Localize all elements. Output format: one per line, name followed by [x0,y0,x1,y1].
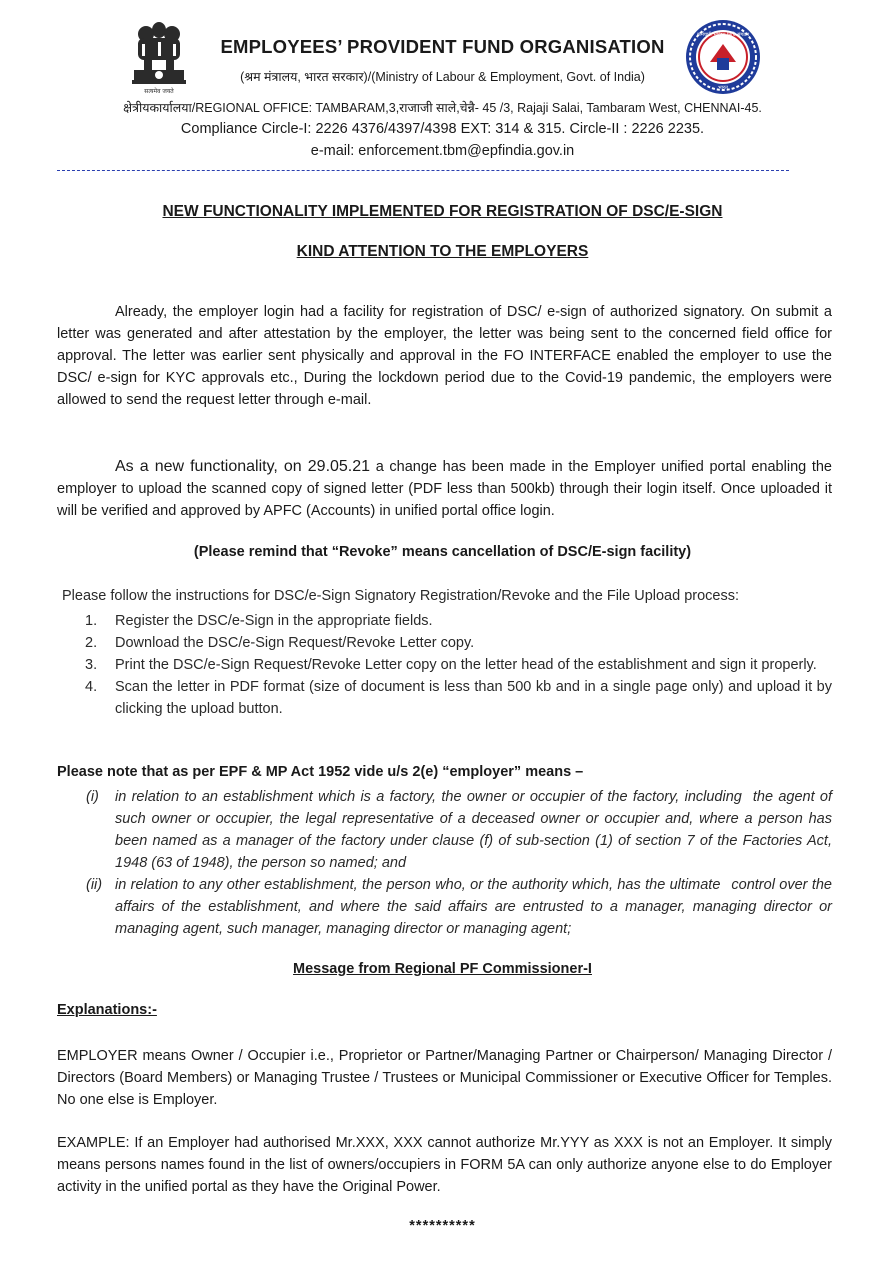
compliance-phones: Compliance Circle-I: 2226 4376/4397/4398 EXT: 314 & 315. Circle-II : 2226 2235. [180,121,705,137]
list-item-number: 1. [85,613,98,629]
definition-clauses [57,786,832,940]
emblem-caption: सत्यमेव जयते [144,88,174,95]
end-mark: ********** [409,1218,476,1234]
contact-email: e-mail: enforcement.tbm@epfindia.gov.in [310,143,575,159]
revoke-reminder: (Please remind that “Revoke” means cancellation of DSC/E-sign facility) [193,544,692,560]
paragraph-employer-meaning: EMPLOYER means Owner / Occupier i.e., Proprietor or Partner/Managing Partner or Chairperson/ Managing Director / Directors (Board Members) or Managing Trustee / Trustees or Municipal Commissioner or Executive Officer for Temples. No one else is Employer. [57,1048,832,1108]
list-item [57,654,832,676]
list-item-text: Scan the letter in PDF format (size of document is less than 500 kb and in a single page only) and upload it by clicking the upload button. [115,679,832,717]
epfo-logo-bottom-text: भारत [718,85,728,91]
clause-rest: control over the affairs of the establishment, and where the said affairs are entrusted to a manager, managing director or managing agent, such manager, managing director or managing agent; [115,877,832,937]
message-heading: Message from Regional PF Commissioner-I [293,961,592,977]
list-item-text: Print the DSC/e-Sign Request/Revoke Letter copy on the letter head of the establishment and sign it properly. [115,657,817,673]
org-subtitle: (श्रम मंत्रालय, भारत सरकार)/(Ministry of Labour & Employment, Govt. of India) [240,70,645,84]
clause-number: (i) [86,789,99,805]
instructions-list [57,610,832,720]
list-item-number: 3. [85,657,98,673]
epfo-logo-text: कर्मचारी भविष्य निधि संगठन [697,32,749,38]
list-item-text: Register the DSC/e-Sign in the appropriate fields. [115,613,433,629]
list-item [57,632,832,654]
list-item [57,610,832,632]
instructions-intro: Please follow the instructions for DSC/e-Sign Signatory Registration/Revoke and the File Upload process: [62,588,740,604]
paragraph-background-text: Already, the employer login had a facility for registration of DSC/ e-sign of authorized signatory. On submit a letter was generated and after attestation by the employer, the letter was being sent to the concerned field office for approval. The letter was earlier sent physically and approval in the FO INTERFACE enabled the employer to use the DSC/ e-sign for KYC approvals etc., During the lockdown period due to the Covid-19 pandemic, the employers were allowed to send the request letter through e-mail. [57,304,832,408]
list-item-text: Download the DSC/e-Sign Request/Revoke Letter copy. [115,635,475,651]
list-item-number: 2. [85,635,98,651]
office-address: क्षेत्रीयकार्यालया/REGIONAL OFFICE: TAMBARAM,3,राजाजी साले,चेन्नै- 45 /3, Rajaji Salai, Tambaram West, CHENNAI-45. [123,101,762,115]
explanations-heading: Explanations:- [57,1002,157,1018]
new-functionality-text: a change has been made in the Employer unified portal enabling the employer to upload the scanned copy of signed letter (PDF less than 500kb) through their login itself. Once uploaded it will be verified and approved by APFC (Accounts) in unified portal office login. [57,459,832,519]
clause-item [57,786,832,874]
clause-first-line: in relation to any other establishment, the person who, or the authority which, has the ultimate [115,877,721,893]
document-title: NEW FUNCTIONALITY IMPLEMENTED FOR REGISTRATION OF DSC/E-SIGN [162,203,723,220]
header-divider [57,170,789,171]
clause-rest: the agent of such owner or occupier, the legal representative of a deceased owner or occupier and, where a person has been named as a manager of the factory under clause (f) of sub-section (1) of section 7 of the Factories Act, 1948 (63 of 1948), the person so named; and [115,789,833,871]
employer-definition-note: Please note that as per EPF & MP Act 1952 vide u/s 2(e) “employer” means – [57,764,584,780]
paragraph-new-functionality [57,456,832,522]
attention-heading: KIND ATTENTION TO THE EMPLOYERS [296,243,589,260]
clause-number: (ii) [86,877,103,893]
clause-first-line: in relation to an establishment which is a factory, the owner or occupier of the factory, including [115,789,742,805]
new-functionality-lead: As a new functionality, on 29.05.21 [115,458,371,475]
paragraph-background [57,301,832,411]
clause-item [57,874,832,940]
paragraph-example: EXAMPLE: If an Employer had authorised Mr.XXX, XXX cannot authorize Mr.YYY as XXX is not an Employer. It simply means persons names found in the list of owners/occupiers in FORM 5A can only authorize anyone else to do Employer activity in the unified portal as they have the Original Power. [57,1135,832,1195]
org-title-text: EMPLOYEES’ PROVIDENT FUND ORGANISATION [220,36,665,57]
list-item-number: 4. [85,679,98,695]
org-title [0,36,885,58]
list-item [57,676,832,720]
